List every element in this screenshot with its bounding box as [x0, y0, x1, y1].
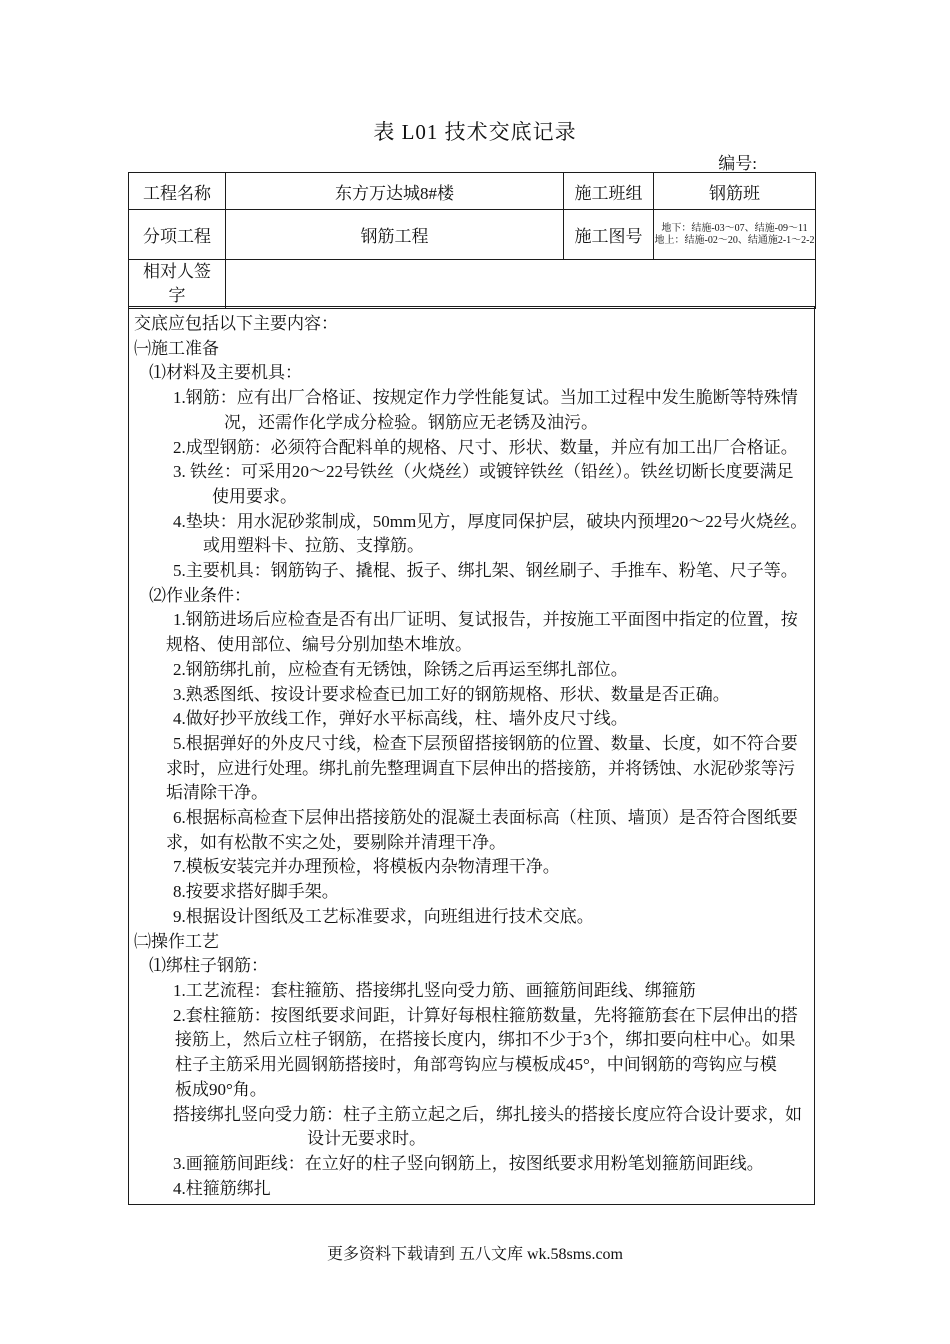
- sub-project-label: 分项工程: [129, 210, 226, 260]
- signature-value: [226, 260, 816, 309]
- drawing-no-value: [654, 210, 816, 260]
- content-line: 2.钢筋绑扎前，应检查有无锈蚀，除锈之后再运至绑扎部位。: [173, 659, 628, 679]
- content-line: 2.套柱箍筋：按图纸要求间距，计算好每根柱箍筋数量，先将箍筋套在下层伸出的搭: [173, 1005, 798, 1025]
- doc-number-label: 编号:: [718, 154, 757, 173]
- content-line: 搭接绑扎竖向受力筋：柱子主筋立起之后，绑扎接头的搭接长度应符合设计要求，如: [173, 1104, 802, 1124]
- content-line: 5.主要机具：钢筋钩子、撬棍、扳子、绑扎架、钢丝刷子、手推车、粉笔、尺子等。: [173, 561, 798, 581]
- content-line: 板成90°角。: [175, 1079, 267, 1099]
- content-line: 4.柱箍筋绑扎: [173, 1178, 271, 1198]
- content-line: 1.工艺流程：套柱箍筋、搭接绑扎竖向受力筋、画箍筋间距线、绑箍筋: [173, 980, 696, 1000]
- signature-label: 相对人签字: [129, 260, 226, 309]
- crew-value: 钢筋班: [654, 173, 816, 210]
- content-line: 求，如有松散不实之处，要剔除并清理干净。: [166, 832, 506, 852]
- content-line: 设计无要求时。: [307, 1129, 426, 1149]
- drawing-no-line1: 地下：结施-03～07、结施-09～11: [661, 222, 808, 234]
- content-line: 4.垫块：用水泥砂浆制成，50mm见方，厚度同保护层，破块内预埋20～22号火烧丝。: [173, 511, 808, 531]
- content-line: 7.模板安装完并办理预检，将模板内杂物清理干净。: [173, 857, 560, 877]
- drawing-no-label: 施工图号: [564, 210, 654, 260]
- crew-label: 施工班组: [564, 173, 654, 210]
- content-line: 8.按要求搭好脚手架。: [173, 882, 339, 902]
- content-line: 况，还需作化学成分检验。钢筋应无老锈及油污。: [224, 412, 598, 432]
- content-line: ⑴材料及主要机具：: [149, 363, 302, 383]
- content-line: 9.根据设计图纸及工艺标准要求，向班组进行技术交底。: [173, 906, 594, 926]
- project-name-label: 工程名称: [129, 173, 226, 210]
- content-line: 3.画箍筋间距线：在立好的柱子竖向钢筋上，按图纸要求用粉笔划箍筋间距线。: [173, 1153, 764, 1173]
- footer-text: 更多资料下载请到 五八文库 wk.58sms.com: [326, 1246, 623, 1263]
- content-line: 接筋上，然后立柱子钢筋，在搭接长度内，绑扣不少于3个，绑扣要向柱中心。如果: [175, 1030, 796, 1050]
- page-title: 表 L01 技术交底记录: [373, 120, 577, 144]
- drawing-no-line2: 地上：结施-02～20、结通施2-1～2-2: [654, 234, 815, 246]
- content-line: 6.根据标高检查下层伸出搭接筋处的混凝土表面标高（柱顶、墙顶）是否符合图纸要: [173, 808, 798, 828]
- content-line: ㈠施工准备: [134, 338, 219, 358]
- table-row: [129, 210, 816, 260]
- content-line: 2.成型钢筋：必须符合配料单的规格、尺寸、形状、数量，并应有加工出厂合格证。: [173, 437, 798, 457]
- content-line: 垢清除干净。: [166, 783, 268, 803]
- content-line: ⑴绑柱子钢筋：: [149, 956, 268, 976]
- project-name-value: 东方万达城8#楼: [226, 173, 564, 210]
- content-line: 求时，应进行处理。绑扎前先整理调直下层伸出的搭接筋，并将锈蚀、水泥砂浆等污: [166, 758, 795, 778]
- content-line: 3. 铁丝：可采用20～22号铁丝（火烧丝）或镀锌铁丝（铅丝）。铁丝切断长度要满足: [173, 462, 794, 482]
- content-line: 1.钢筋：应有出厂合格证、按规定作力学性能复试。当加工过程中发生脆断等特殊情: [173, 388, 798, 408]
- table-row: [129, 173, 816, 210]
- content-line: 3.熟悉图纸、按设计要求检查已加工好的钢筋规格、形状、数量是否正确。: [173, 684, 730, 704]
- header-table: [128, 172, 816, 309]
- sub-project-value: 钢筋工程: [226, 210, 564, 260]
- content-line: 或用塑料卡、拉筋、支撑筋。: [203, 536, 424, 556]
- content-line: ㈡操作工艺: [134, 931, 219, 951]
- content-line: 1.钢筋进场后应检查是否有出厂证明、复试报告，并按施工平面图中指定的位置，按: [173, 610, 798, 630]
- content-line: 柱子主筋采用光圆钢筋搭接时，角部弯钩应与模板成45°，中间钢筋的弯钩应与模: [175, 1055, 777, 1075]
- content-line: 使用要求。: [212, 486, 297, 506]
- table-row: [129, 260, 816, 309]
- content-box: [128, 306, 815, 1205]
- content-line: 交底应包括以下主要内容：: [134, 314, 338, 333]
- content-line: 规格、使用部位、编号分别加垫木堆放。: [166, 635, 472, 655]
- content-line: 4.做好抄平放线工作，弹好水平标高线，柱、墙外皮尺寸线。: [173, 709, 628, 729]
- doc-number: [128, 149, 815, 174]
- content-line: 5.根据弹好的外皮尺寸线，检查下层预留搭接钢筋的位置、数量、长度，如不符合要: [173, 733, 798, 753]
- content-line: ⑵作业条件：: [149, 585, 251, 605]
